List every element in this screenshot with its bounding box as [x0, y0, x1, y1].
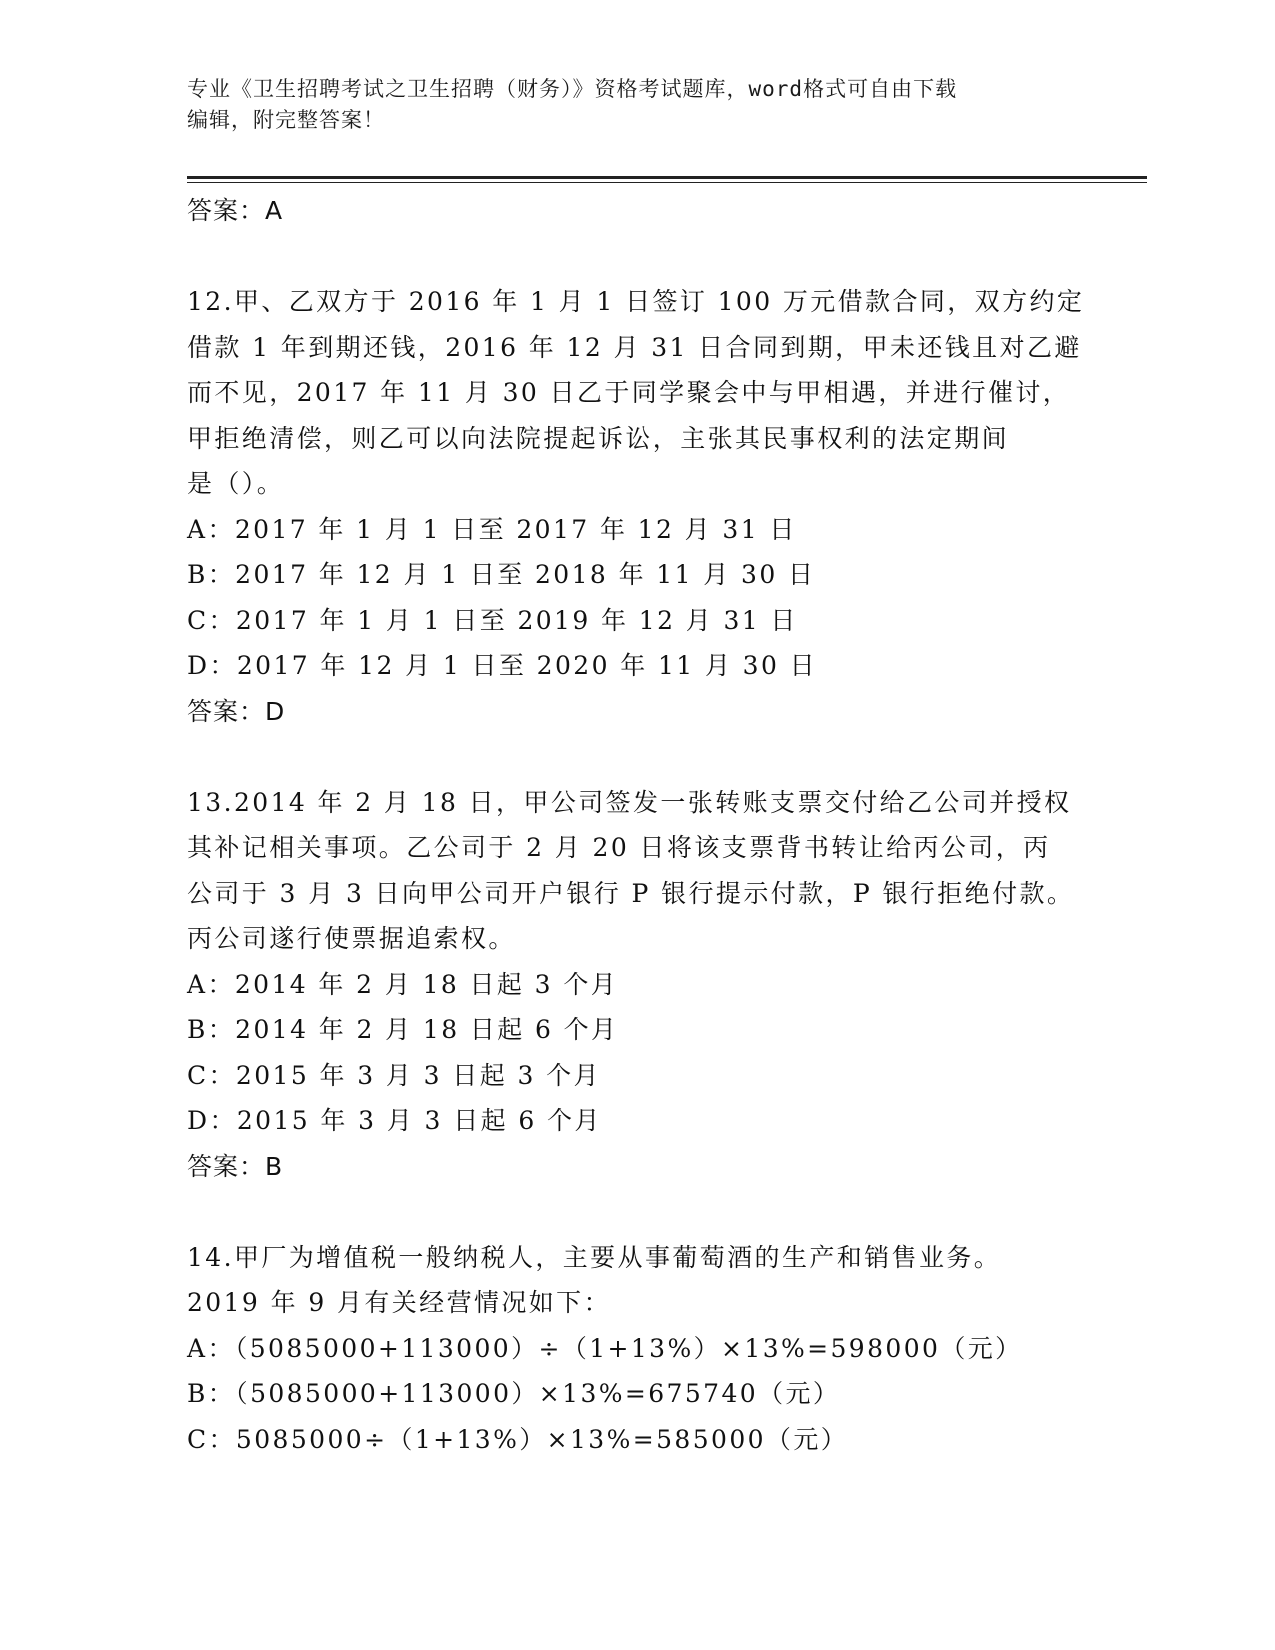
question-13 — [187, 780, 1087, 1190]
spacer — [187, 1189, 1087, 1235]
option-b: B：2014 年 2 月 18 日起 6 个月 — [187, 1015, 619, 1044]
option-a: A：2017 年 1 月 1 日至 2017 年 12 月 31 日 — [187, 514, 797, 544]
question-text-line: 13.2014 年 2 月 18 日，甲公司签发一张转账支票交付给乙公司并授权 — [187, 787, 1072, 817]
option-c: C：5085000÷（1+13%）×13%=585000（元） — [187, 1424, 849, 1454]
question-text-line: 是（）。 — [187, 469, 285, 498]
question-text-line: 12.甲、乙双方于 2016 年 1 月 1 日签订 100 万元借款合同，双方约定 — [187, 287, 1085, 316]
document-header — [187, 74, 1067, 136]
option-d: D：2015 年 3 月 3 日起 6 个月 — [187, 1106, 602, 1135]
header-rule-thick — [187, 176, 1147, 179]
question-12 — [187, 279, 1087, 734]
question-text-line: 其补记相关事项。乙公司于 2 月 20 日将该支票背书转让给丙公司，丙 — [187, 833, 1051, 862]
question-text-line: 公司于 3 月 3 日向甲公司开户银行 P 银行提示付款，P 银行拒绝付款。 — [187, 878, 1075, 908]
option-a: A：2014 年 2 月 18 日起 3 个月 — [187, 969, 619, 999]
option-b: B：（5085000+113000）×13%=675740（元） — [187, 1379, 841, 1408]
option-c: C：2015 年 3 月 3 日起 3 个月 — [187, 1060, 601, 1090]
question-text-line: 借款 1 年到期还钱，2016 年 12 月 31 日合同到期，甲未还钱且对乙避 — [187, 332, 1082, 362]
question-14 — [187, 1235, 1087, 1463]
question-text-line: 甲拒绝清偿，则乙可以向法院提起诉讼，主张其民事权利的法定期间 — [187, 423, 1010, 453]
question-text-line: 14.甲厂为增值税一般纳税人，主要从事葡萄酒的生产和销售业务。 — [187, 1242, 1002, 1272]
answer-line: 答案：D — [187, 696, 286, 726]
header-line-2: 编辑，附完整答案！ — [187, 108, 385, 132]
question-text-line: 2019 年 9 月有关经营情况如下： — [187, 1288, 611, 1317]
option-c: C：2017 年 1 月 1 日至 2019 年 12 月 31 日 — [187, 605, 798, 635]
option-d: D：2017 年 12 月 1 日至 2020 年 11 月 30 日 — [187, 651, 818, 680]
spacer — [187, 234, 1087, 280]
question-text-line: 丙公司遂行使票据追索权。 — [187, 924, 516, 953]
answer-line: 答案：B — [187, 1151, 284, 1181]
header-rule-thin — [187, 182, 1147, 183]
question-text-line: 而不见，2017 年 11 月 30 日乙于同学聚会中与甲相遇，并进行催讨， — [187, 378, 1071, 407]
header-line-1: 专业《卫生招聘考试之卫生招聘（财务）》资格考试题库，word格式可自由下载 — [187, 77, 958, 101]
option-b: B：2017 年 12 月 1 日至 2018 年 11 月 30 日 — [187, 560, 816, 589]
spacer — [187, 734, 1087, 780]
answer-line: 答案：A — [187, 196, 284, 225]
document-body — [187, 188, 1087, 1462]
option-a: A：（5085000+113000）÷（1+13%）×13%=598000（元） — [187, 1333, 1023, 1363]
